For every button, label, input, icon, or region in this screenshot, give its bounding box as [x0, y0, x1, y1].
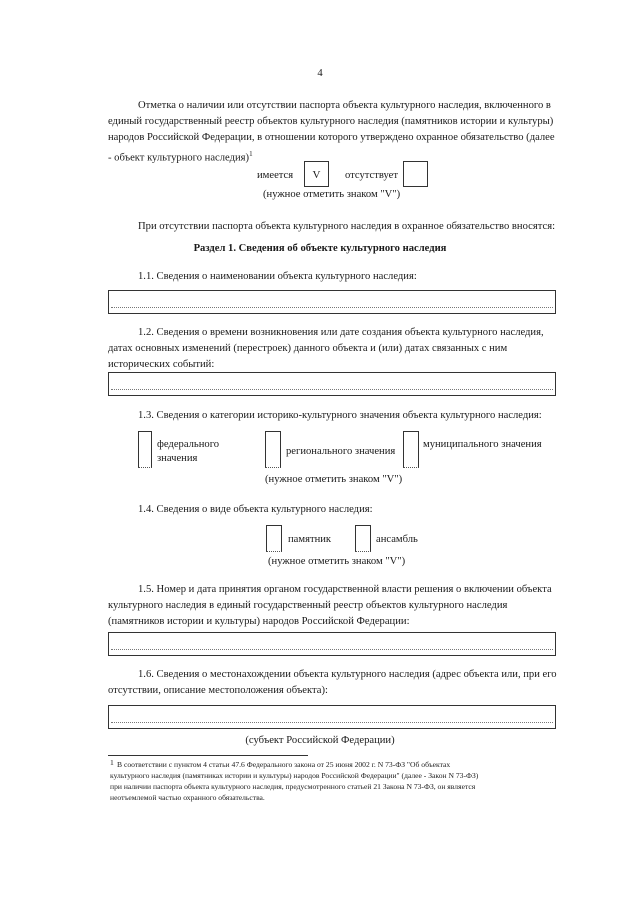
footnote-line-3: при наличии паспорта объекта культурного наследия, предусмотренного статьей 21 Закона N 73-ФЗ, он является [110, 782, 476, 791]
intro-line-4 [108, 146, 253, 167]
passport-exists-label: имеется [257, 170, 294, 181]
passport-exists-checkbox[interactable]: V [304, 161, 329, 187]
regional-checkbox[interactable] [265, 431, 281, 468]
s1-3-label: 1.3. Сведения о категории историко-культурного значения объекта культурного наследия: [138, 410, 542, 421]
federal-label-1: федерального [157, 439, 220, 450]
footnote-mark: 1 [110, 758, 114, 767]
s1-5-line-2: культурного наследия в единый государственный реестр объектов культурного наследия [108, 600, 508, 611]
s1-4-hint: (нужное отметить знаком "V") [268, 556, 406, 567]
federal-checkbox[interactable] [138, 431, 152, 468]
s1-2-line-2: датах основных изменений (перестроек) данного объекта и (или) датах связанных с ним [108, 343, 508, 354]
s1-6-caption: (субъект Российской Федерации) [245, 735, 395, 746]
section-1-title: Раздел 1. Сведения об объекте культурного наследия [193, 243, 447, 254]
monument-label: памятник [288, 534, 332, 545]
footnote-reference: 1 [249, 150, 253, 158]
s1-1-label: 1.1. Сведения о наименовании объекта культурного наследия: [138, 271, 417, 282]
s1-2-line-3: исторических событий: [108, 359, 215, 370]
s1-3-hint: (нужное отметить знаком "V") [265, 474, 403, 485]
s1-1-name-field[interactable] [108, 290, 556, 314]
s1-6-location-field[interactable] [108, 705, 556, 729]
s1-6-line-1: 1.6. Сведения о местонахождении объекта культурного наследия (адрес объекта или, при его [138, 669, 557, 680]
s1-6-line-2: отсутствии, описание местоположения объекта): [108, 685, 328, 696]
s1-5-register-field[interactable] [108, 632, 556, 656]
footnote-line-2: культурного наследия (памятниках истории и культуры) народов Российской Федерации" (далее - Закон N 73-ФЗ) [110, 771, 479, 780]
municipal-label: муниципального значения [423, 439, 542, 450]
footnote-line-4: неотъемлемой частью охранного обязательства. [110, 793, 265, 802]
s1-2-line-1: 1.2. Сведения о времени возникновения или дате создания объекта культурного наследия, [138, 327, 544, 338]
intro-line-3: народов Российской Федерации, в отношении которого утверждено охранное обязательство (далее [108, 132, 555, 143]
ensemble-checkbox[interactable] [355, 525, 371, 552]
absence-note: При отсутствии паспорта объекта культурного наследия в охранное обязательство вносятся: [138, 221, 556, 232]
intro-line-4-text: - объект культурного наследия) [108, 152, 250, 164]
intro-line-1: Отметка о наличии или отсутствии паспорта объекта культурного наследия, включенного в [138, 100, 551, 111]
intro-line-2: единый государственный реестр объектов культурного наследия (памятников истории и культуры) [108, 116, 554, 127]
s1-5-line-3: (памятников истории и культуры) народов Российской Федерации: [108, 616, 410, 627]
ensemble-label: ансамбль [376, 534, 418, 545]
page-number: 4 [317, 68, 323, 79]
federal-label-2: значения [157, 453, 198, 464]
passport-absent-checkbox[interactable] [403, 161, 428, 187]
footnote-divider [108, 755, 308, 756]
footnote-line-1: В соответствии с пунктом 4 статьи 47.6 Федерального закона от 25 июня 2002 г. N 73-ФЗ "Об объектах [117, 760, 451, 769]
s1-4-label: 1.4. Сведения о виде объекта культурного наследия: [138, 504, 373, 515]
regional-label: регионального значения [286, 446, 396, 457]
passport-absent-label: отсутствует [345, 170, 398, 181]
s1-5-line-1: 1.5. Номер и дата принятия органом государственной власти решения о включении объекта [138, 584, 552, 595]
municipal-checkbox[interactable] [403, 431, 419, 468]
monument-checkbox[interactable] [266, 525, 282, 552]
s1-2-dates-field[interactable] [108, 372, 556, 396]
passport-hint: (нужное отметить знаком "V") [263, 189, 401, 200]
